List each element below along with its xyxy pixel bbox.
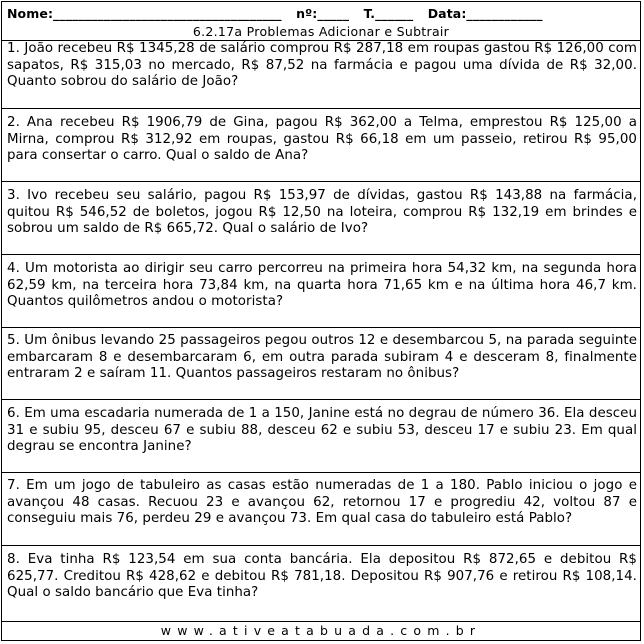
problem-item <box>2 546 640 622</box>
worksheet-title: 6.2.17a Problemas Adicionar e Subtrair <box>192 24 450 39</box>
problem-item <box>2 41 640 109</box>
name-field-label: Nome:____________________________________ <box>7 6 282 21</box>
problem-text: 8. Eva tinha R$ 123,54 em sua conta bancária. Ela depositou R$ 872,65 e debitou R$ 625,77. Creditou R$ 428,62 e debitou R$ 781,18. Depositou R$ 907,76 e retirou R$ 108,14. Qual o saldo bancário que Eva tinha? <box>7 552 637 601</box>
problem-text: 4. Um motorista ao dirigir seu carro percorreu na primeira hora 54,32 km, na segunda hora 62,59 km, na terceira hora 73,84 km, na quarta hora 71,65 km e na última hora 46,7 km. Quantos quilômetros andou o motorista? <box>7 261 637 310</box>
problem-text: 2. Ana recebeu R$ 1906,79 de Gina, pagou R$ 362,00 a Telma, emprestou R$ 125,00 a Mirna, comprou R$ 312,92 em roupas, gastou R$ 66,18 em um passeio, retirou R$ 95,00 para consertar o carro. Qual o saldo de Ana? <box>7 115 637 164</box>
problem-item <box>2 400 640 473</box>
problem-item <box>2 473 640 546</box>
class-field-label: T.______ <box>363 6 414 21</box>
worksheet-header <box>2 2 640 41</box>
problem-item <box>2 109 640 182</box>
problem-text: 3. Ivo recebeu seu salário, pagou R$ 153,97 de dívidas, gastou R$ 143,88 na farmácia, quitou R$ 546,52 de boletos, jogou R$ 12,50 na loteira, comprou R$ 132,19 em brindes e sobrou um saldo de R$ 665,72. Qual o salário de Ivo? <box>7 188 637 237</box>
student-info-row <box>7 6 637 21</box>
date-field-label: Data:____________ <box>427 6 543 21</box>
number-field-label: nº:_____ <box>296 6 350 21</box>
problem-item <box>2 255 640 328</box>
problem-item <box>2 182 640 255</box>
problem-text: 6. Em uma escadaria numerada de 1 a 150, Janine está no degrau de número 36. Ela desceu 31 e subiu 95, desceu 67 e subiu 88, desceu 62 e subiu 53, desceu 17 e subiu 23. Em qual degrau se encontra Janine? <box>7 406 637 455</box>
worksheet <box>1 1 641 641</box>
website-footer: www.ativeatabuada.com.br <box>160 623 482 638</box>
problem-text: 7. Em um jogo de tabuleiro as casas estão numeradas de 1 a 180. Pablo iniciou o jogo e avançou 48 casas. Recuou 23 e avançou 62, retornou 17 e progrediu 42, voltou 87 e conseguiu mais 76, perdeu 29 e avançou 73. Em qual casa do tabuleiro está Pablo? <box>7 478 637 527</box>
problem-text: 1. João recebeu R$ 1345,28 de salário comprou R$ 287,18 em roupas gastou R$ 126,00 com sapatos, R$ 315,03 no mercado, R$ 87,52 na farmácia e pagou uma dívida de R$ 32,00. Quanto sobrou do salário de João? <box>7 41 637 90</box>
problem-text: 5. Um ônibus levando 25 passageiros pegou outros 12 e desembarcou 5, na parada seguinte embarcaram 8 e desembarcaram 6, em outra parada subiram 4 e desceram 8, finalmente entraram 2 e saíram 11. Quantos passageiros restaram no ônibus? <box>7 333 637 382</box>
problem-item <box>2 328 640 400</box>
